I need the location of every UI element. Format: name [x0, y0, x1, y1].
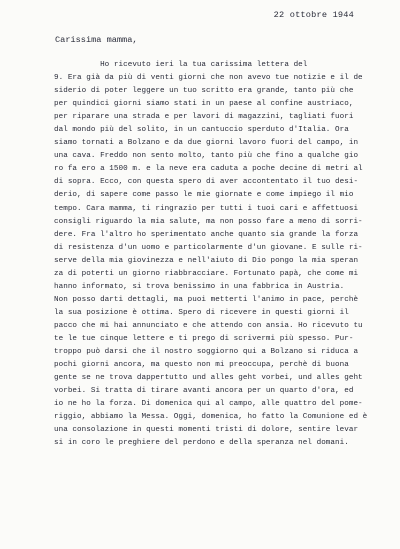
letter-line: consigli riguardo la mia salute, ma non posso fare a meno di sorri- — [54, 217, 363, 226]
letter-line: io ne ho la forza. Di domenica qui al campo, alle quattro del pome- — [54, 400, 363, 409]
letter-date: 22 ottobre 1944 — [273, 10, 354, 20]
letter-line: si in coro le preghiere del perdono e della speranza nel domani. — [54, 439, 349, 448]
letter-line: serve della mia giovinezza e nell'aiuto di Dio pongo la mia speran — [54, 256, 359, 265]
letter-line: 9. Era già da più di venti giorni che non avevo tue notizie e il de — [54, 74, 363, 83]
letter-line: per riparare una strada e per lavori di magazzini, tagliati fuori — [54, 113, 354, 122]
letter-line: per quindici giorni siamo stati in un paese al confine austriaco, — [54, 100, 354, 109]
letter-line: tempo. Cara mamma, ti ringrazio per tutti i tuoi cari e affettuosi — [54, 204, 359, 213]
letter-line: siderio di poter leggere un tuo scritto era grande, tanto più che — [54, 87, 354, 96]
letter-line: di sopra. Ecco, con questa spero di aver accontentato il tuo desi- — [54, 178, 359, 187]
letter-line: troppo può darsi che il nostro soggiorno qui a Bolzano si riduca a — [54, 348, 359, 357]
letter-salutation: Carissima mamma, — [55, 35, 138, 45]
letter-line: la sua posizione è ottima. Spero di ricevere in questi giorni il — [54, 308, 349, 317]
letter-line: una consolazione in questi momenti tristi di dolore, sentire levar — [54, 426, 359, 435]
letter-line: Non posso darti dettagli, ma puoi metterti l'animo in pace, perchè — [54, 295, 359, 304]
letter-line: te le tue cinque lettere e ti prego di scrivermi più spesso. Pur- — [54, 334, 354, 343]
letter-line: pochi giorni ancora, ma questo non mi preoccupa, perchè di buona — [54, 361, 349, 370]
letter-line: vorbei. Si tratta di tirare avanti ancora per un quarto d'ora, ed — [54, 387, 354, 396]
letter-line: derio, di sapere come passo le mie giornate e come impiego il mio — [54, 191, 354, 200]
letter-body — [54, 59, 386, 450]
letter-line: gente se ne trova dappertutto und alles geht vorbei, und alles geht — [54, 374, 363, 383]
letter-line: siamo tornati a Bolzano e da due giorni lavoro fuori del campo, in — [54, 139, 359, 148]
letter-line: di resistenza d'un uomo e particolarmente d'un giovane. E sulle ri- — [54, 243, 363, 252]
letter-line: dal mondo più del solito, in un cantuccio sperduto d'Italia. Ora — [54, 126, 349, 135]
letter-line: za di poterti un giorno riabbracciare. Fortunato papà, che come mi — [54, 269, 359, 278]
letter-line: pacco che mi hai annunciato e che attendo con ansia. Ho ricevuto tu — [54, 321, 363, 330]
letter-line: dere. Fra l'altro ho sperimentato anche quanto sia grande la forza — [54, 230, 359, 239]
letter-line: una cava. Freddo non sento molto, tanto più che fino a qualche gio — [54, 152, 359, 161]
letter-line: riggio, abbiamo la Messa. Oggi, domenica, ho fatto la Comunione ed è — [54, 413, 368, 422]
letter-line: ro fa ero a 1500 m. e la neve era caduta a poche decine di metri al — [54, 165, 363, 174]
letter-line: Ho ricevuto ieri la tua carissima lettera del — [54, 61, 308, 69]
letter-line: hanno informato, si trova benissimo in una fabbrica in Austria. — [54, 282, 345, 291]
